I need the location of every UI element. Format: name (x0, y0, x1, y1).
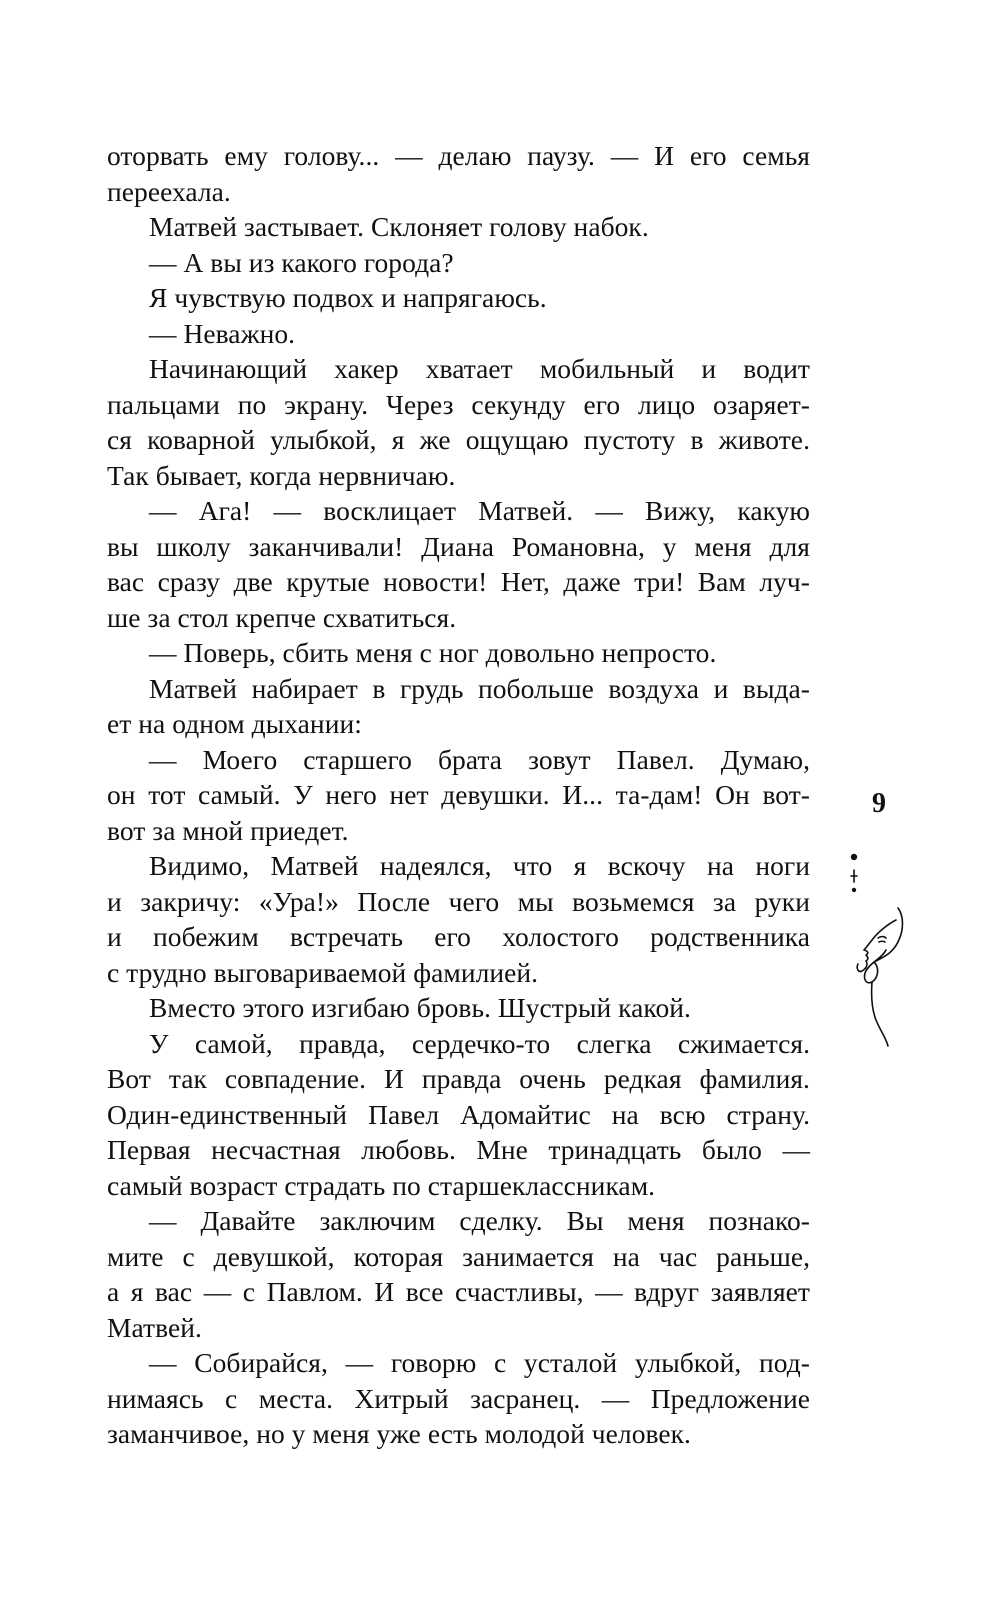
text-line: заманчивое, но у меня уже есть молодой человек. (107, 1418, 691, 1449)
face-line-art-icon (838, 850, 918, 1050)
text-line: Вместо этого изгибаю бровь. Шустрый какой. (149, 992, 691, 1023)
text-line: а я вас — с Павлом. И все счастливы, — вдруг заявляет (107, 1276, 810, 1307)
text-line: — Собирайся, — говорю с усталой улыбкой, под- (149, 1347, 810, 1378)
text-line: Начинающий хакер хватает мобильный и водит (149, 353, 810, 384)
text-line: и побежим встречать его холостого родственника (107, 921, 810, 952)
text-line: самый возраст страдать по старшеклассникам. (107, 1169, 656, 1201)
text-line: Я чувствую подвох и напрягаюсь. (149, 282, 547, 313)
text-line: вот за мной приедет. (107, 814, 349, 846)
text-line: У самой, правда, сердечко-то слегка сжимается. (149, 1027, 810, 1059)
text-line: оторвать ему голову... — делаю паузу. — И его семья (107, 140, 810, 171)
text-line: он тот самый. У него нет девушки. И... та-дам! Он вот- (107, 779, 810, 810)
body-text (107, 138, 810, 1452)
text-line: Матвей набирает в грудь побольше воздуха и выда- (149, 672, 810, 704)
text-line: Матвей застывает. Склоняет голову набок. (149, 211, 649, 242)
text-line: ше за стол крепче схватиться. (107, 601, 457, 633)
text-line: — Неважно. (149, 317, 296, 349)
text-line: Видимо, Матвей надеялся, что я вскочу на ноги (149, 850, 810, 881)
text-line: вас сразу две крутые новости! Нет, даже три! Вам луч- (107, 566, 810, 597)
text-line: Матвей. (107, 1311, 202, 1343)
text-line: вы школу заканчивали! Диана Романовна, у меня для (107, 530, 810, 562)
text-line: — Поверь, сбить меня с ног довольно непросто. (149, 637, 717, 668)
text-line: — Моего старшего брата зовут Павел. Думаю, (149, 743, 810, 775)
page-number: 9 (872, 788, 886, 819)
text-line: Один-единственный Павел Адомайтис на всю страну. (107, 1098, 810, 1130)
text-line: пальцами по экрану. Через секунду его лицо озаряет- (107, 388, 810, 420)
text-line: нимаясь с места. Хитрый засранец. — Предложение (107, 1382, 810, 1414)
text-line: с трудно выговариваемой фамилией. (107, 956, 539, 988)
text-line: мите с девушкой, которая занимается на час раньше, (107, 1240, 810, 1272)
text-line: и закричу: «Ура!» После чего мы возьмемся за руки (107, 885, 810, 917)
text-line: переехала. (107, 175, 231, 207)
text-line: — Давайте заключим сделку. Вы меня познако- (149, 1205, 810, 1236)
text-line: Вот так совпадение. И правда очень редкая фамилия. (107, 1063, 810, 1094)
text-line: Так бывает, когда нервничаю. (107, 459, 456, 491)
text-line: ся коварной улыбкой, я же ощущаю пустоту в животе. (107, 424, 810, 455)
text-line: — А вы из какого города? (149, 246, 454, 278)
text-line: — Ага! — восклицает Матвей. — Вижу, какую (149, 495, 810, 526)
text-line: ет на одном дыхании: (107, 708, 362, 739)
text-line: Первая несчастная любовь. Мне тринадцать было — (107, 1134, 810, 1165)
